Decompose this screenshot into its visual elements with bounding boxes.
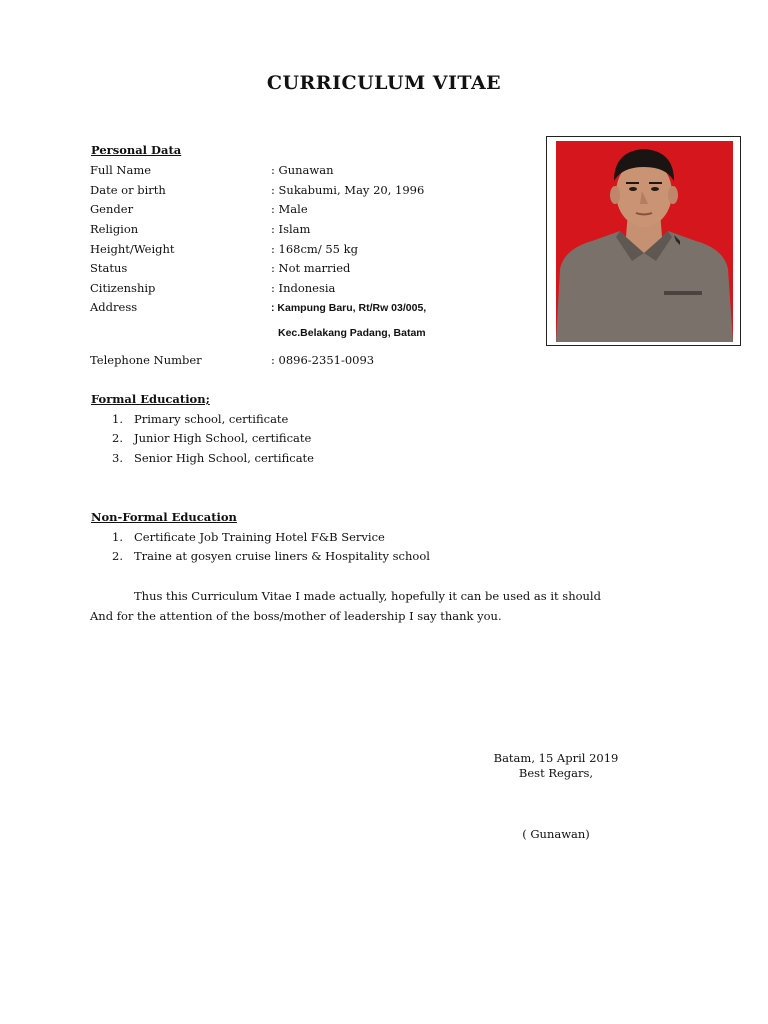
non-formal-education-item [112, 549, 430, 563]
list-text: Junior High School, certificate [134, 431, 312, 445]
list-number: 3. [112, 451, 123, 465]
gender-value: : Male [271, 202, 308, 216]
document-title: CURRICULUM VITAE [266, 72, 502, 94]
full-name-label: Full Name [90, 163, 152, 177]
list-text: Traine at gosyen cruise liners & Hospitality school [134, 549, 430, 563]
religion-label: Religion [90, 222, 139, 236]
signature-name: ( Gunawan) [522, 827, 590, 841]
formal-education-item [112, 451, 314, 465]
telephone-label: Telephone Number [90, 353, 202, 367]
status-label: Status [90, 261, 128, 275]
list-number: 2. [112, 431, 123, 445]
formal-education-heading: Formal Education; [91, 392, 210, 406]
formal-education-item [112, 431, 311, 445]
full-name-value: : Gunawan [271, 163, 334, 177]
citizenship-value: : Indonesia [271, 281, 336, 295]
status-value: : Not married [271, 261, 351, 275]
list-number: 2. [112, 549, 123, 563]
height-weight-value: : 168cm/ 55 kg [271, 242, 358, 256]
address-label: Address [90, 300, 138, 314]
gender-label: Gender [90, 202, 134, 216]
list-number: 1. [112, 412, 123, 426]
non-formal-education-item [112, 530, 385, 544]
list-text: Senior High School, certificate [134, 451, 314, 465]
date-of-birth-value: : Sukabumi, May 20, 1996 [271, 183, 425, 197]
address-value-line1: : Kampung Baru, Rt/Rw 03/005, [271, 302, 427, 314]
profile-photo [556, 141, 733, 342]
date-of-birth-label: Date or birth [90, 183, 166, 197]
signature-place-date: Batam, 15 April 2019 [493, 751, 619, 765]
list-text: Primary school, certificate [134, 412, 289, 426]
person-portrait-icon [556, 141, 733, 342]
formal-education-item [112, 412, 288, 426]
closing-line-1: Thus this Curriculum Vitae I made actually, hopefully it can be used as it should [134, 589, 601, 603]
personal-data-heading: Personal Data [91, 143, 182, 157]
telephone-value: : 0896-2351-0093 [271, 353, 375, 367]
non-formal-education-heading: Non-Formal Education [91, 510, 237, 524]
height-weight-label: Height/Weight [90, 242, 175, 256]
list-text: Certificate Job Training Hotel F&B Service [134, 530, 385, 544]
citizenship-label: Citizenship [90, 281, 156, 295]
closing-line-2: And for the attention of the boss/mother of leadership I say thank you. [90, 609, 502, 623]
profile-photo-frame [546, 136, 741, 346]
address-value-line2: Kec.Belakang Padang, Batam [278, 327, 426, 339]
list-number: 1. [112, 530, 123, 544]
signature-regards: Best Regars, [518, 766, 594, 780]
religion-value: : Islam [271, 222, 311, 236]
